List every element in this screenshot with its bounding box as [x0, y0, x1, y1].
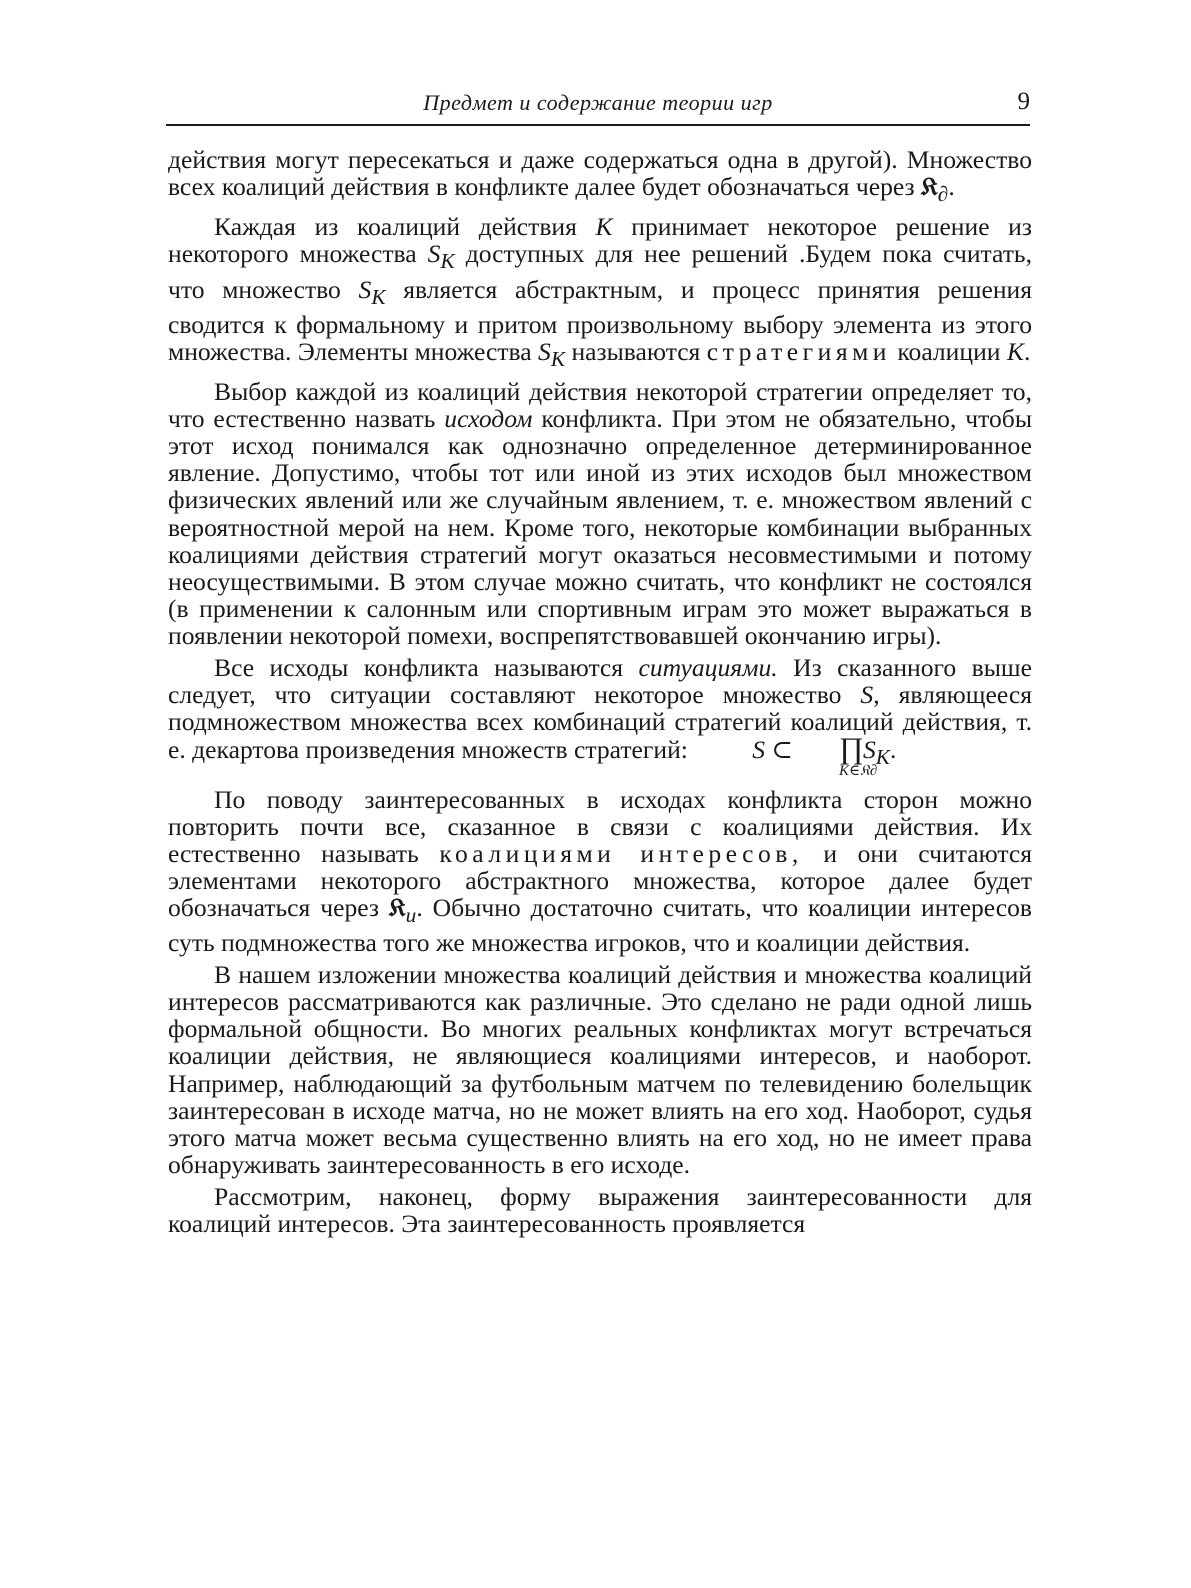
- paragraph-4: [168, 653, 1032, 780]
- text-span: является абстрактным, и процесс принятия решения сводится к формальному и притом произвольному выбору элемента из этого множества. Элементы множества: [168, 274, 1032, 366]
- text-span: , являющееся подмножеством множества всех комбинаций стратегий коалиций действия, т. е. декартова произведения множеств стратегий:: [168, 680, 1032, 765]
- text-span: . Обычно достаточно считать, что коалиции интересов суть подмножества того же множества игроков, что и коалиции действия.: [168, 892, 1032, 958]
- italic-term: исходом: [444, 404, 533, 434]
- paragraph-1: [168, 146, 1032, 208]
- math-s: S: [860, 680, 874, 710]
- paragraph-5: [168, 786, 1032, 957]
- text-span: называются: [565, 336, 707, 366]
- page-number: 9: [1017, 88, 1030, 115]
- running-title: Предмет и содержание теории игр: [423, 90, 773, 115]
- paragraph-6: В нашем изложении множества коалиций действия и множества коалиций интересов рассматриваются как различные. Это сделано не ради одной лишь формальной общности. Во многих реальных конфликтах могут встречаться коалиции действия, не являющиеся коалициями интересов, и наоборот. Например, наблюдающий за футбольным матчем по телевидению болельщик заинтересован в исходе матча, но не может влиять на его ход. Наоборот, судья этого матча может весьма существенно влиять на его ход, но не имеет права обнаруживать заинтересованность в его исходе.: [168, 960, 1032, 1179]
- math-sub-k: K: [440, 249, 455, 274]
- product-subscript: K∈𝔎∂: [838, 763, 878, 780]
- math-k: K: [1006, 336, 1024, 366]
- punctuation: .: [1023, 336, 1031, 366]
- text-span: Выбор каждой из коалиций действия некоторой стратегии определяет то, что естественно назвать: [168, 377, 1032, 434]
- paragraph-3: [168, 378, 1032, 649]
- spaced-term: коалициями интересов,: [439, 838, 803, 868]
- punctuation: .: [889, 735, 897, 765]
- math-s: S: [358, 274, 372, 304]
- italic-term: ситуациями.: [638, 653, 778, 683]
- text-span: Из сказанного выше следует, что ситуации составляют некоторое множество: [168, 653, 1032, 710]
- subset-symbol: ⊂: [771, 735, 793, 765]
- math-sub-k: K: [371, 284, 386, 309]
- text-span: По поводу заинтересованных в исходах конфликта сторон можно повторить почти все, сказанное в связи с коалициями действия. Их естественно называть: [168, 784, 1032, 868]
- math-s: S: [538, 336, 551, 366]
- math-sub-k: K: [875, 745, 890, 770]
- paragraph-7: Рассмотрим, наконец, форму выражения заинтересованности для коалиций интересов. Эта заинтересованность проявляется: [168, 1181, 1032, 1239]
- text-span: конфликта. При этом не обязательно, чтобы этот исход понимался как однозначно определенное детерминированное явление. Допустимо, чтобы тот или иной из этих исходов был множеством физических явлений или же случайным явлением, т. е. множеством явлений с вероятностной мерой на нем. Кроме того, некоторые комбинации выбранных коалициями действия стратегий могут оказаться несовместимыми и потому неосуществимыми. В этом случае можно считать, что конфликт не состоялся (в применении к салонным или спортивным играм это может выражаться в появлении некоторой помехи, воспрепятствовавшей окончанию игры).: [168, 404, 1033, 650]
- text-span: и они считаются элементами некоторого абстрактного множества, которое далее будет обозначаться через: [168, 838, 1032, 922]
- page-header: [166, 88, 1030, 126]
- product-formula: [706, 732, 897, 780]
- text-span: Все исходы конфликта называются: [214, 653, 639, 683]
- product-sign: ∏: [838, 732, 864, 766]
- frak-k-symbol: 𝔎: [388, 892, 406, 923]
- text-span: доступных для нее решений .Будем пока считать, что множество: [168, 239, 1033, 304]
- math-sub-k: K: [550, 347, 566, 371]
- math-s: S: [862, 735, 876, 765]
- symbol-subscript: ∂: [937, 182, 949, 207]
- math-s: S: [427, 239, 441, 269]
- math-s: S: [752, 735, 766, 765]
- frak-k-symbol: 𝔎: [921, 172, 938, 203]
- paragraph-1-text: действия могут пересекаться и даже содержаться одна в другой). Множество всех коалиций действия в конфликте далее будет обозначаться через: [168, 145, 1032, 202]
- text-span: коалиции: [891, 336, 1007, 366]
- text-span: принимает некоторое решение из некоторого множества: [168, 212, 1032, 269]
- text-span: Каждая из коалиций действия: [214, 212, 596, 242]
- body-text: [168, 146, 1032, 1237]
- product-operator: [793, 732, 878, 780]
- symbol-subscript: u: [405, 903, 417, 927]
- math-k: K: [595, 212, 613, 242]
- spaced-term: стратегиями: [706, 336, 891, 366]
- paragraph-2: [168, 213, 1032, 373]
- punctuation: .: [948, 172, 955, 202]
